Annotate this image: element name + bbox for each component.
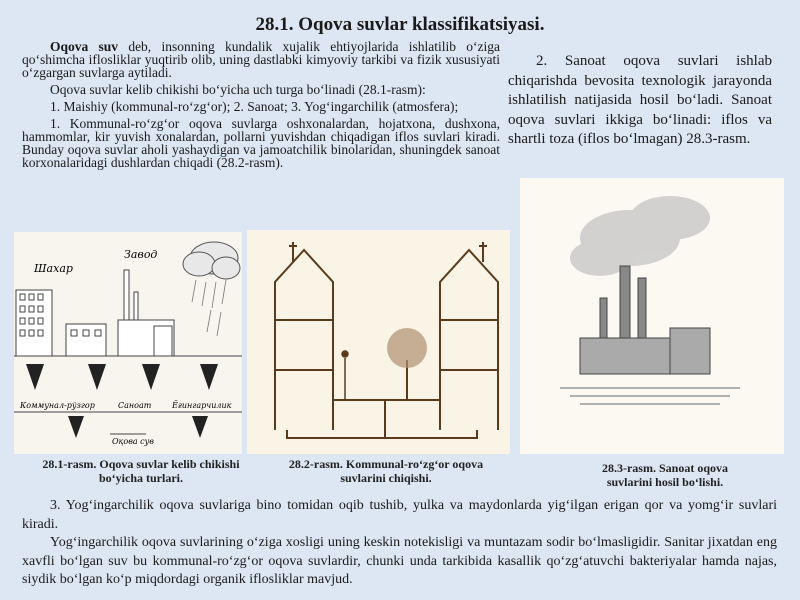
label-factory: Завод — [124, 248, 158, 261]
city-buildings — [16, 290, 106, 356]
figure-3-drawing — [520, 178, 784, 454]
right-column — [508, 52, 772, 150]
street-lamp-icon — [342, 351, 348, 400]
left-column — [22, 40, 500, 173]
paragraph-communal: 1. Kommunal-ro‘zg‘or oqova suvlarga oshxonalardan, hojatxona, dushxona, hammomlar, kir yuvish xonalardan, pollarni yuvishdan chiqadigan iflos suvlari kiradi. Bunday oqova suvlar aholi yashaydigan va jamoatchilik binolaridan, shuningdek sanoat korxonalaridagi dushlardan chiqadi (28.2-rasm). — [22, 116, 500, 170]
label-industry: Саноат — [118, 401, 152, 410]
figure-2-communal-discharge — [247, 230, 510, 454]
arrows-down — [26, 364, 218, 390]
two-houses — [275, 242, 498, 438]
figure-1-caption: 28.1-rasm. Oqova suvlar kelib chikishi bo‘yicha turlari. — [42, 457, 240, 485]
figure-3-caption: 28.3-rasm. Sanoat oqova suvlarini hosil bo‘lishi. — [601, 461, 728, 489]
paragraph-atmospheric: 3. Yog‘ingarchilik oqova suvlariga bino tomidan oqib tushib, yulka va maydonlarda yig‘ilgan erigan qor va yomg‘ir suvlari kiradi. — [22, 498, 777, 532]
page-title: 28.1. Oqova suvlar klassifikatsiyasi. — [255, 14, 545, 35]
paragraph-types-intro: Oqova suvlar kelib chikishi bo‘yicha uch turga bo‘linadi (28.1-rasm): — [50, 82, 426, 97]
figure-3-industrial-wastewater — [520, 178, 784, 454]
smoke-clouds — [570, 196, 710, 276]
water-surface — [560, 388, 740, 404]
figure-1-wastewater-types — [14, 232, 242, 454]
figure-2-drawing — [247, 230, 510, 454]
paragraph-sanitary: Yog‘ingarchilik oqova suvlarining o‘ziga xosligi uning keskin notekisligi va muntazam sodir bo‘lmasligidir. Sanitar jixatdan eng xavfli bo‘lgan suv bu kommunal-ro‘zg‘or oqova suvlardir, chunki unda tarkibida kasallik qo‘zg‘atuvchi bakteriyalar hamda najas, siydik bo‘lgan ko‘p miqdordagi organik iflosliklаr mavjud. — [22, 535, 777, 587]
figure-1-drawing — [14, 232, 242, 454]
label-wastewater: Оқова сув — [112, 437, 154, 446]
cloud-icon — [183, 242, 240, 279]
figure-2-caption: 28.2-rasm. Kommunal-ro‘zg‘or oqova suvlarini chiqishi. — [288, 457, 484, 485]
paragraph-industrial: 2. Sanoat oqova suvlari ishlab chiqarishda bevosita texnologik jarayonda ishlatilish natijasida hosil bo‘ladi. Sanoat oqova suvlari ikkiga bo‘linadi: iflos va shartli toza (iflos bo‘lmagan) 28.3-rasm. — [508, 53, 772, 147]
label-communal: Коммунал-рўзгор — [20, 401, 95, 410]
label-rain: Ёғингарчилик — [172, 401, 232, 410]
bottom-text — [22, 497, 777, 590]
rain-lines — [192, 280, 226, 336]
label-city: Шахар — [34, 262, 73, 275]
term-bold: Oqova suv — [50, 39, 119, 54]
paragraph-definition — [22, 40, 500, 79]
definition-text: deb, insonning kundalik xujalik ehtiyojlarida ishlatilib o‘ziga qo‘shimcha iflosliklаr yuqtirib olib, uning dastlabki kimyoviy tarkibi va fizik xususiyati o‘zgargan suvlarga aytiladi. — [22, 39, 500, 80]
arrows-to-wastewater — [68, 416, 208, 438]
factory-icon — [118, 270, 174, 356]
paragraph-types-list: 1. Maishiy (kommunal-ro‘zg‘or); 2. Sanoat; 3. Yog‘ingarchilik (atmosfera); — [50, 99, 459, 114]
tree-icon — [387, 328, 427, 400]
